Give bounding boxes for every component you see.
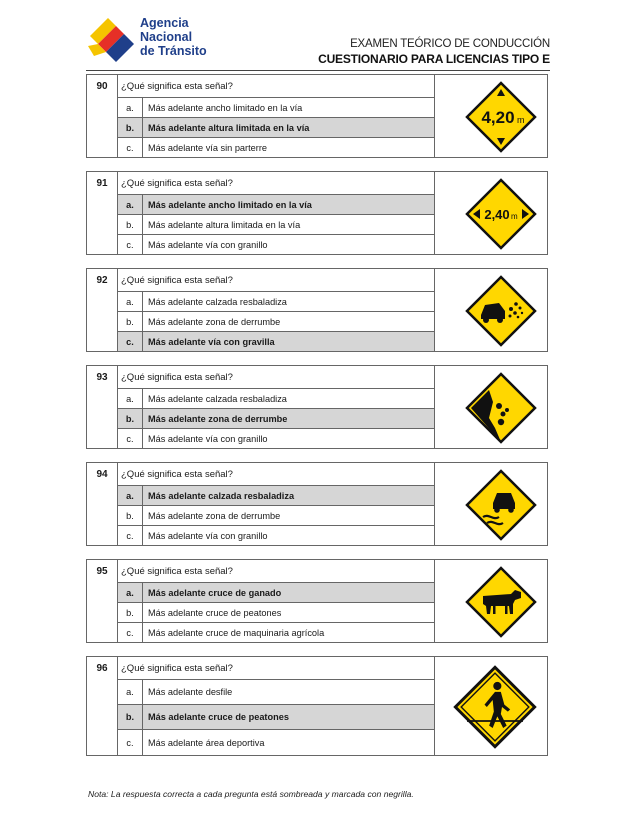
option-text: Más adelante zona de derrumbe — [148, 510, 281, 521]
option-a — [117, 291, 435, 311]
option-c — [117, 234, 435, 254]
gravel-road-sign-icon — [465, 275, 537, 347]
option-letter: a. — [117, 389, 143, 408]
option-letter: b. — [117, 506, 143, 525]
option-c — [117, 137, 435, 157]
option-letter: b. — [117, 312, 143, 331]
question-text: ¿Qué significa esta señal? — [117, 463, 435, 485]
question-91 — [86, 171, 548, 255]
agency-name-line-1: Agencia — [140, 16, 189, 30]
question-text: ¿Qué significa esta señal? — [117, 366, 435, 388]
option-b — [117, 311, 435, 331]
option-b-correct — [117, 704, 435, 729]
agency-name-line-2: Nacional — [140, 30, 193, 44]
sign-unit: m — [511, 212, 518, 221]
option-letter: b. — [117, 603, 143, 622]
question-number: 93 — [87, 366, 118, 388]
sign-value: 2,40 — [484, 207, 510, 222]
slippery-road-sign-icon — [465, 469, 537, 541]
option-text: Más adelante vía con granillo — [148, 433, 268, 444]
option-a — [117, 97, 435, 117]
question-number: 90 — [87, 75, 118, 97]
option-c-correct — [117, 331, 435, 351]
option-text: Más adelante cruce de maquinaria agrícola — [148, 627, 325, 638]
option-text: Más adelante vía sin parterre — [148, 142, 267, 153]
option-text: Más adelante altura limitada en la vía — [148, 219, 301, 230]
option-text: Más adelante área deportiva — [148, 737, 265, 748]
option-letter: a. — [117, 98, 143, 117]
sign-value: 4,20 — [481, 108, 515, 127]
questionnaire-subtitle: CUESTIONARIO PARA LICENCIAS TIPO E — [318, 52, 550, 66]
sign-unit: m — [517, 115, 525, 125]
question-number: 94 — [87, 463, 118, 485]
rockfall-sign-icon — [465, 372, 537, 444]
question-text: ¿Qué significa esta señal? — [117, 172, 435, 194]
question-number: 92 — [87, 269, 118, 291]
option-letter: a. — [117, 583, 143, 602]
option-letter: c. — [117, 138, 143, 157]
option-a-correct — [117, 582, 435, 602]
option-text: Más adelante cruce de peatones — [148, 712, 289, 722]
option-a-correct — [117, 485, 435, 505]
option-c — [117, 729, 435, 755]
option-letter: c. — [117, 332, 143, 351]
option-letter: c. — [117, 235, 143, 254]
option-letter: b. — [117, 409, 143, 428]
option-text: Más adelante altura limitada en la vía — [148, 122, 310, 133]
option-letter: c. — [117, 730, 143, 755]
option-b-correct — [117, 408, 435, 428]
option-letter: a. — [117, 292, 143, 311]
option-text: Más adelante ancho limitado en la vía — [148, 102, 303, 113]
option-b — [117, 602, 435, 622]
option-text: Más adelante ancho limitado en la vía — [148, 199, 312, 210]
cattle-crossing-sign-icon — [465, 566, 537, 638]
question-92 — [86, 268, 548, 352]
option-text: Más adelante zona de derrumbe — [148, 316, 281, 327]
option-c — [117, 622, 435, 642]
question-95 — [86, 559, 548, 643]
option-b-correct — [117, 117, 435, 137]
option-text: Más adelante vía con gravilla — [148, 336, 275, 347]
option-text: Más adelante desfile — [148, 687, 233, 697]
question-90 — [86, 74, 548, 158]
option-letter: b. — [117, 215, 143, 234]
option-letter: a. — [117, 680, 143, 704]
question-text: ¿Qué significa esta señal? — [117, 269, 435, 291]
option-letter: a. — [117, 486, 143, 505]
question-text: ¿Qué significa esta señal? — [117, 75, 435, 97]
option-a — [117, 679, 435, 704]
agency-name-line-3: de Tránsito — [140, 44, 207, 58]
question-number: 91 — [87, 172, 118, 194]
option-letter: c. — [117, 623, 143, 642]
height-limit-sign-icon — [465, 81, 537, 153]
option-a — [117, 388, 435, 408]
option-b — [117, 505, 435, 525]
option-a-correct — [117, 194, 435, 214]
option-letter: b. — [117, 705, 143, 729]
header-divider — [86, 70, 550, 71]
question-number: 96 — [87, 657, 118, 679]
option-letter: c. — [117, 526, 143, 545]
pedestrian-crossing-sign-icon — [453, 665, 537, 749]
option-letter: c. — [117, 429, 143, 448]
option-text: Más adelante zona de derrumbe — [148, 413, 288, 424]
option-c — [117, 525, 435, 545]
option-text: Más adelante vía con granillo — [148, 530, 268, 541]
option-letter: a. — [117, 195, 143, 214]
agency-name — [140, 16, 207, 58]
option-b — [117, 214, 435, 234]
width-limit-sign-icon — [465, 178, 537, 250]
exam-title: EXAMEN TEÓRICO DE CONDUCCIÓN — [350, 38, 550, 50]
question-93 — [86, 365, 548, 449]
option-text: Más adelante cruce de ganado — [148, 587, 282, 598]
option-text: Más adelante vía con granillo — [148, 239, 268, 250]
question-96 — [86, 656, 548, 756]
option-text: Más adelante cruce de peatones — [148, 607, 282, 618]
question-text: ¿Qué significa esta señal? — [117, 560, 435, 582]
question-number: 95 — [87, 560, 118, 582]
footer-note: Nota: La respuesta correcta a cada pregunta está sombreada y marcada con negrilla. — [88, 789, 414, 799]
question-text: ¿Qué significa esta señal? — [117, 657, 435, 679]
option-text: Más adelante calzada resbaladiza — [148, 490, 295, 501]
option-letter: b. — [117, 118, 143, 137]
option-text: Más adelante calzada resbaladiza — [148, 393, 287, 404]
option-text: Más adelante calzada resbaladiza — [148, 296, 287, 307]
question-94 — [86, 462, 548, 546]
option-c — [117, 428, 435, 448]
